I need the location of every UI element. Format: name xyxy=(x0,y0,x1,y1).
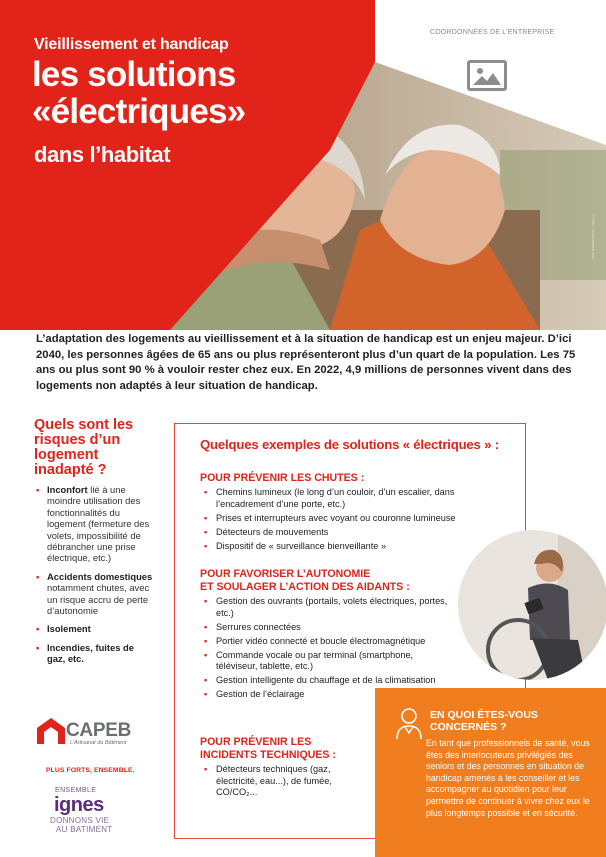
ignes-wordmark: ignes xyxy=(54,794,104,816)
risks-list xyxy=(34,484,154,672)
concern-heading-line: EN QUOI ÊTES-VOUS xyxy=(430,709,538,721)
list-item: • Prises et interrupteurs avec voyant ou couronne lumineuse xyxy=(200,513,470,525)
concern-heading-line: CONCERNÉS ? xyxy=(430,721,507,733)
solutions-list xyxy=(200,596,456,701)
risks-heading: Quels sont les risques d’un logement inadapté ? xyxy=(34,417,134,478)
list-item: • Incendies, fuites de gaz, etc. xyxy=(34,642,154,665)
ignes-top-text: ENSEMBLE xyxy=(55,787,97,794)
ignes-line-1: DONNONS VIE xyxy=(50,816,110,825)
list-item: • Gestion intelligente du chauffage et de la climatisation xyxy=(200,675,456,687)
intro-paragraph: L’adaptation des logements au vieillissement et à la situation de handicap est un enjeu majeur. D’ici 2040, les personnes âgées de 65 ans ou plus représenteront plus d’un quart de la population. Les 75 ans ou plus sont 90 % à vouloir rester chez eux. En 2022, 4,9 millions de personnes vivent dans des logements non adaptés à leur situation de handicap. xyxy=(36,333,576,392)
capeb-logo-icon xyxy=(37,718,65,744)
list-item: • Chemins lumineux (le long d’un couloir, d’un escalier, dans l’encadrement d’une porte, etc.) xyxy=(200,487,470,510)
hero-title-line-1: les solutions xyxy=(32,55,236,94)
list-item: • Commande vocale ou par terminal (smartphone, téléviseur, tablette, etc.) xyxy=(200,650,456,673)
section-heading: POUR PRÉVENIR LES xyxy=(200,736,312,748)
hero-photo-credit: © Ekin - stock.adobe.com xyxy=(591,214,596,260)
list-item: • Serrures connectées xyxy=(200,622,456,634)
list-item: • Détecteurs techniques (gaz, électricité, eau...), de fumée, CO/CO₂... xyxy=(200,764,360,799)
section-heading: ET SOULAGER L’ACTION DES AIDANTS : xyxy=(200,581,410,593)
section-heading: POUR FAVORISER L’AUTONOMIE xyxy=(200,568,371,580)
image-icon xyxy=(467,60,507,91)
hero-title-line-2: «électriques» xyxy=(32,92,246,131)
list-item: • Accidents domestiques notamment chutes, avec un risque accru de perte d’autonomie xyxy=(34,571,154,617)
solutions-list xyxy=(200,764,360,799)
concern-heading xyxy=(430,709,538,733)
list-item: • Inconfort lié à une moindre utilisation des fonctionnalités du logement (fermeture des volets, impossibilité de débrancher une prise électrique, etc.) xyxy=(34,484,154,564)
section-heading: INCIDENTS TECHNIQUES : xyxy=(200,749,336,761)
solutions-heading: Quelques exemples de solutions « électriques » : xyxy=(200,437,499,452)
section-falls xyxy=(200,472,470,555)
list-item: • Détecteurs de mouvements xyxy=(200,527,470,539)
section-autonomy xyxy=(200,568,456,703)
list-item: • Isolement xyxy=(34,623,154,634)
capeb-slogan: PLUS FORTS, ENSEMBLE. xyxy=(46,767,135,774)
section-incidents xyxy=(200,736,360,801)
hero-subtitle: Vieillissement et handicap xyxy=(34,36,229,53)
capeb-wordmark: CAPEB xyxy=(66,720,132,741)
ignes-line-2: AU BATIMENT xyxy=(56,825,113,834)
list-item: • Gestion de l’éclairage xyxy=(200,689,456,701)
wheelchair-user-photo xyxy=(458,530,606,680)
hero-title-line-3: dans l’habitat xyxy=(34,142,171,167)
section-heading: POUR PRÉVENIR LES CHUTES : xyxy=(200,472,365,484)
company-details-label: COORDONNÉES DE L’ENTREPRISE xyxy=(430,29,555,36)
capeb-tagline: L’Artisanat du Bâtiment xyxy=(70,740,127,746)
list-item: • Portier vidéo connecté et boucle électromagnétique xyxy=(200,636,456,648)
concern-text: En tant que professionnels de santé, vous êtes des interlocuteurs privilégiés des seniors et des personnes en situation de handicap amenés à les conseiller et les accompagner au quotidien pour leur permettre de continuer à vivre chez eux le plus longtemps possible et en sécurité. xyxy=(426,738,590,818)
list-item: • Dispositif de « surveillance bienveillante » xyxy=(200,541,470,553)
list-item: • Gestion des ouvrants (portails, volets électriques, portes, etc.) xyxy=(200,596,456,619)
person-icon xyxy=(394,706,424,740)
solutions-list xyxy=(200,487,470,552)
